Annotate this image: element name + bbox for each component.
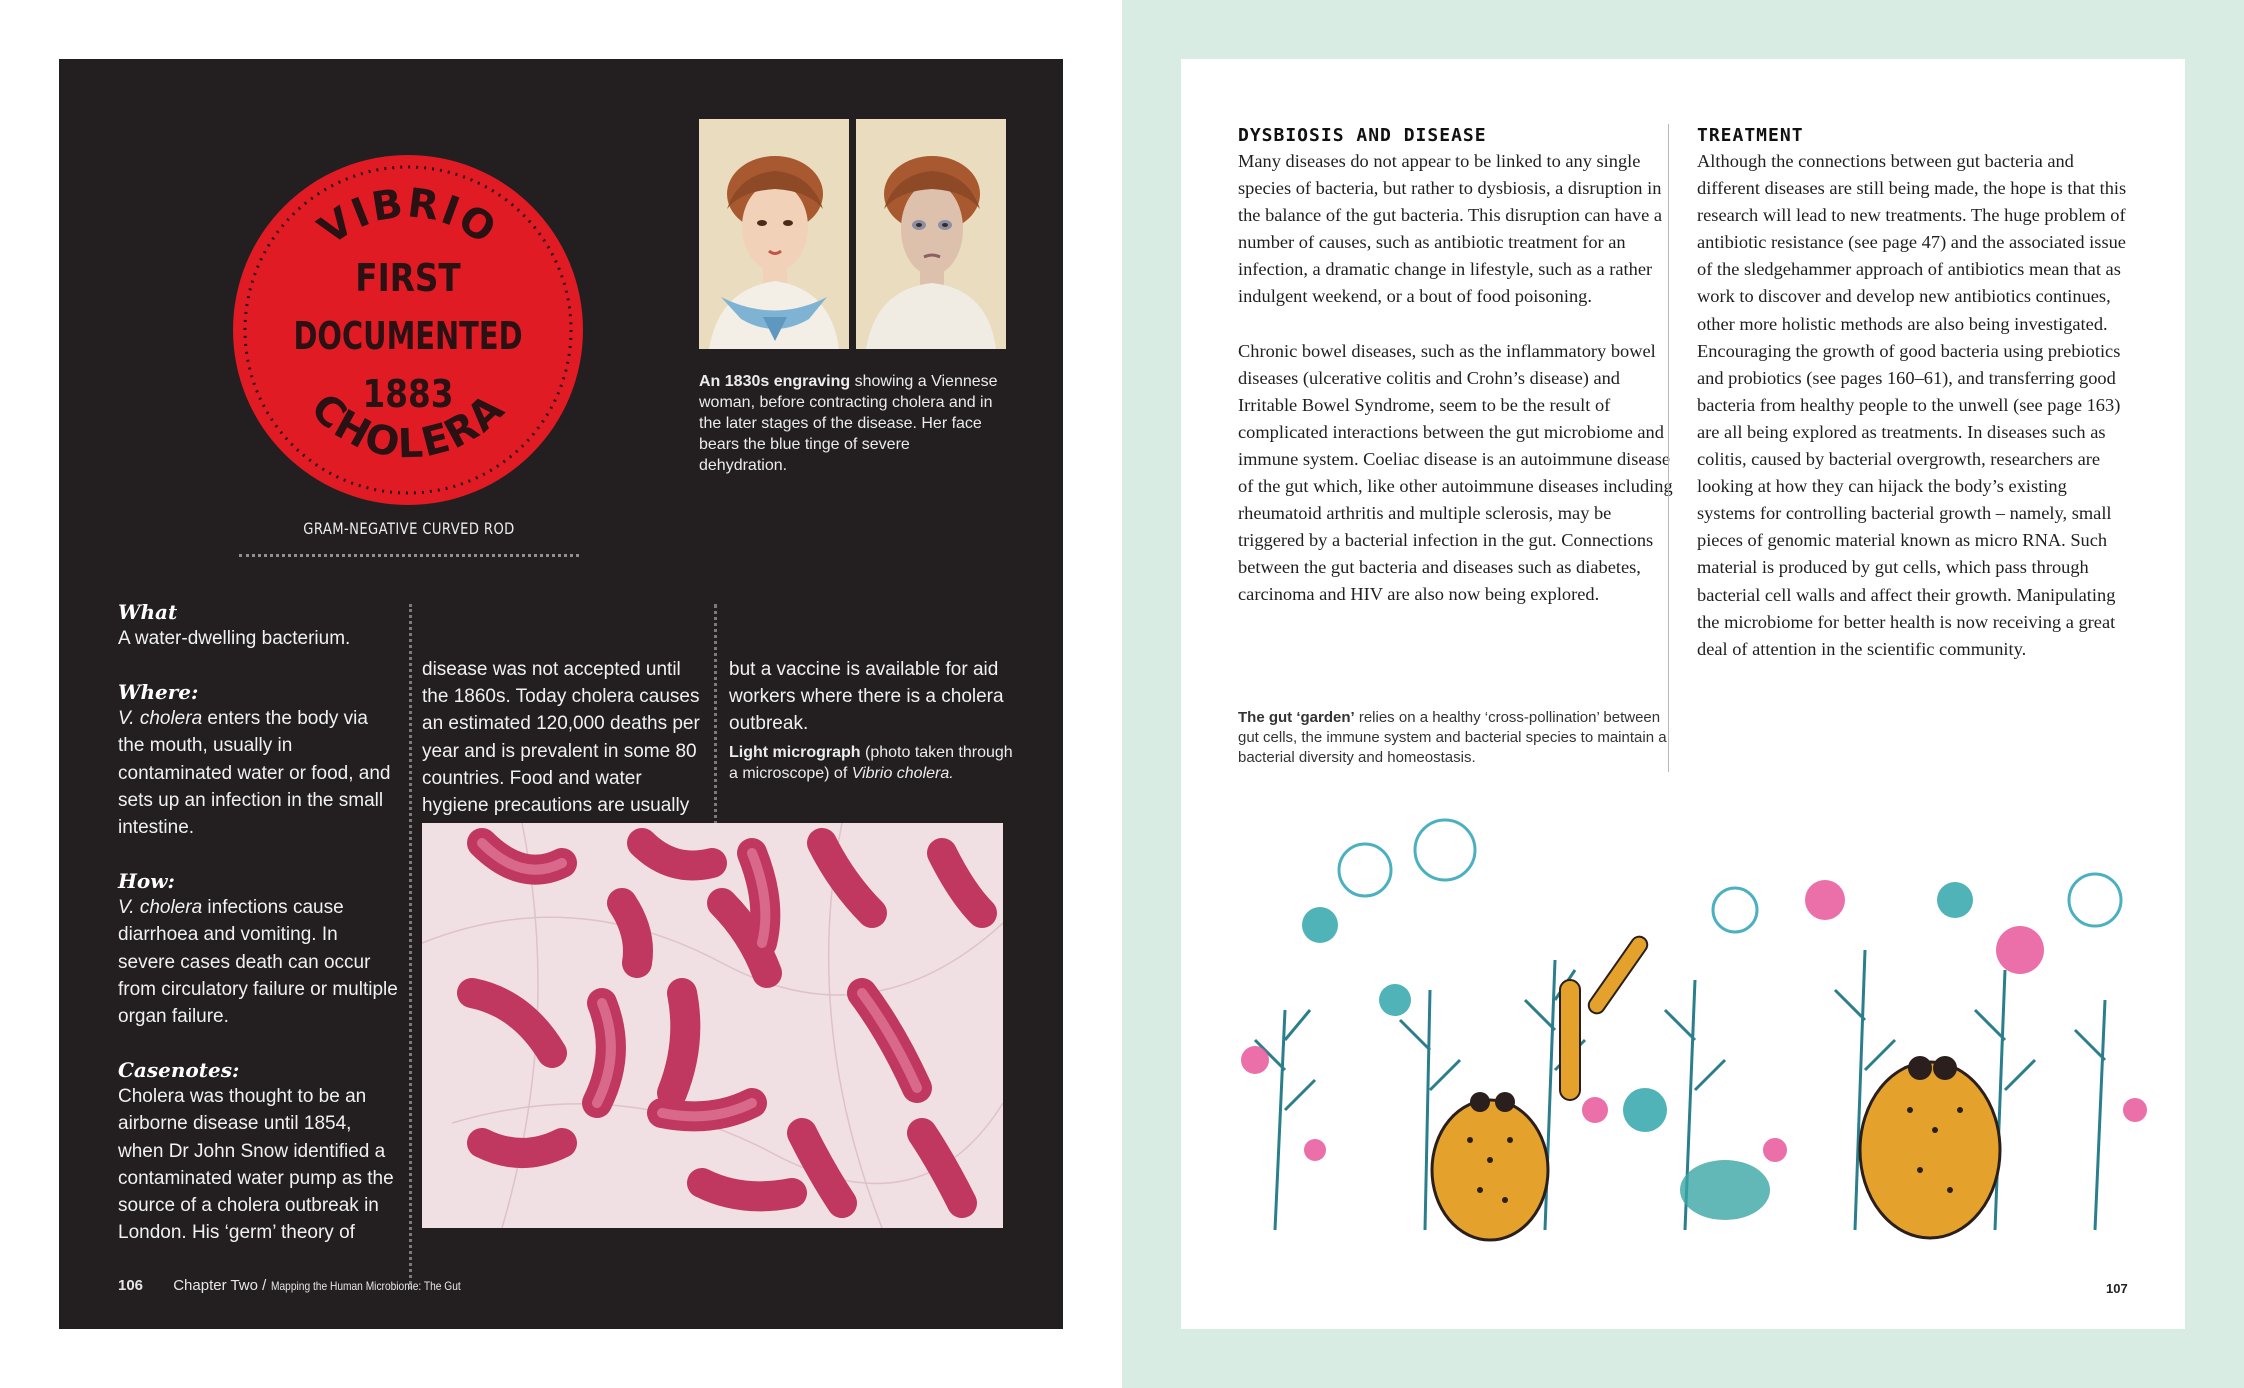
dysbiosis-column <box>1238 124 1676 609</box>
garden-caption: The gut ‘garden’ relies on a healthy ‘cross-pollination’ between gut cells, the immune system and bacterial species to maintain a bacterial diversity and homeostasis. <box>1238 709 1667 766</box>
footer-separator: / <box>262 1277 267 1294</box>
seal-arc-top: VIBRIO <box>310 180 506 255</box>
where-heading: Where: <box>118 680 199 705</box>
vibrio-cholera-seal <box>233 155 583 505</box>
right-column-divider <box>1668 124 1669 772</box>
engraving-after-image <box>856 119 1006 349</box>
seal-label: GRAM-NEGATIVE CURVED ROD <box>303 519 515 538</box>
chapter-label: Chapter Two <box>173 1277 258 1294</box>
column-divider-2 <box>714 604 717 844</box>
text-column-2: disease was not accepted until the 1860s. Today cholera causes an estimated 120,000 deaths per year and is prevalent in some 80 countries. Food and water hygiene precautions are usually <box>422 659 700 817</box>
dysbiosis-heading: DYSBIOSIS AND DISEASE <box>1238 125 1487 146</box>
chapter-subtitle: Mapping the Human Microbiome: The Gut <box>270 1279 461 1293</box>
left-page-footer <box>118 1277 494 1294</box>
how-heading: How: <box>118 869 175 894</box>
engraving-before-image <box>699 119 849 349</box>
seal-arc-bottom: CHOLERA <box>301 384 515 468</box>
what-text: A water-dwelling bacterium. <box>118 628 351 649</box>
treatment-heading: TREATMENT <box>1697 125 1804 146</box>
page-number-left: 106 <box>118 1277 144 1294</box>
treatment-text: Although the connections between gut bacteria and different diseases are still being made, the hope is that this research will lead to new treatments. The huge problem of antibiotic resistance (see page 47) and the associated issue of the sledgehammer approach of antibiotics mean that as work to discover and develop new antibiotics continues, other more holistic methods are also being investigated. Encouraging the growth of good bacteria using prebiotics and probiotics (see pages 160–61), and transferring good bacteria from healthy people to the unwell (see page 163) are all being explored as treatments. In diseases such as colitis, caused by bacterial overgrowth, researchers are looking at how they can hijack the body’s existing systems for controlling bacterial growth – namely, small pieces of genomic material known as micro RNA. Such material is produced by gut cells, which pass through bacterial cell walls and affect their growth. Manipulating the microbiome for better health is now receiving a great deal of attention in the scientific community. <box>1697 151 2127 659</box>
page-number-right: 107 <box>2106 1281 2128 1296</box>
left-page <box>59 59 1063 1329</box>
casenotes-heading: Casenotes: <box>118 1058 240 1083</box>
text-column-3: but a vaccine is available for aid workers where there is a cholera outbreak. <box>729 659 1004 735</box>
casenotes-text: Cholera was thought to be an airborne disease until 1854, when Dr John Snow identified a contaminated water pump as the source of a cholera outbreak in London. His ‘germ’ theory of <box>118 1086 394 1244</box>
gut-garden-illustration <box>1215 810 2165 1250</box>
where-text: V. cholera enters the body via the mouth, usually in contaminated water or food, and sets up an infection in the small intestine. <box>118 708 391 839</box>
dotted-divider <box>239 554 579 557</box>
dysbiosis-paragraph-1: Many diseases do not appear to be linked to any single species of bacteria, but rather to dysbiosis, a disruption in the balance of the gut bacteria. This disruption can have a number of causes, such as antibiotic treatment for an infection, a dramatic change in lifestyle, such as a rather indulgent weekend, or a bout of food poisoning. <box>1238 151 1663 307</box>
svg-text:DOCUMENTED: DOCUMENTED <box>293 314 523 359</box>
how-text: V. cholera infections cause diarrhoea and vomiting. In severe cases death can occur from circulatory failure or multiple organ failure. <box>118 897 398 1028</box>
column-divider-1 <box>409 604 412 1289</box>
vibrio-micrograph-image <box>422 823 1003 1228</box>
svg-text:1883: 1883 <box>362 372 454 417</box>
treatment-column <box>1697 124 2129 663</box>
text-column-1 <box>118 599 398 1246</box>
svg-text:FIRST: FIRST <box>355 256 461 301</box>
engraving-caption: An 1830s engraving showing a Viennese woman, before contracting cholera and in the later stages of the disease. Her face bears the blue tinge of severe dehydration. <box>699 373 998 474</box>
what-heading: What <box>118 600 178 624</box>
micrograph-caption: Light micrograph (photo taken through a microscope) of Vibrio cholera. <box>729 744 1013 782</box>
dysbiosis-paragraph-2: Chronic bowel diseases, such as the inflammatory bowel diseases (ulcerative colitis and Crohn’s disease) and Irritable Bowel Syndrome, seem to be the result of complicated interactions between the gut microbiome and immune system. Coeliac disease is an autoimmune disease of the gut which, like other autoimmune diseases including rheumatoid arthritis and multiple sclerosis, may be triggered by a bacterial infection in the gut. Connections between the gut bacteria and diseases such as diabetes, carcinoma and HIV are also now being explored. <box>1238 340 1673 605</box>
